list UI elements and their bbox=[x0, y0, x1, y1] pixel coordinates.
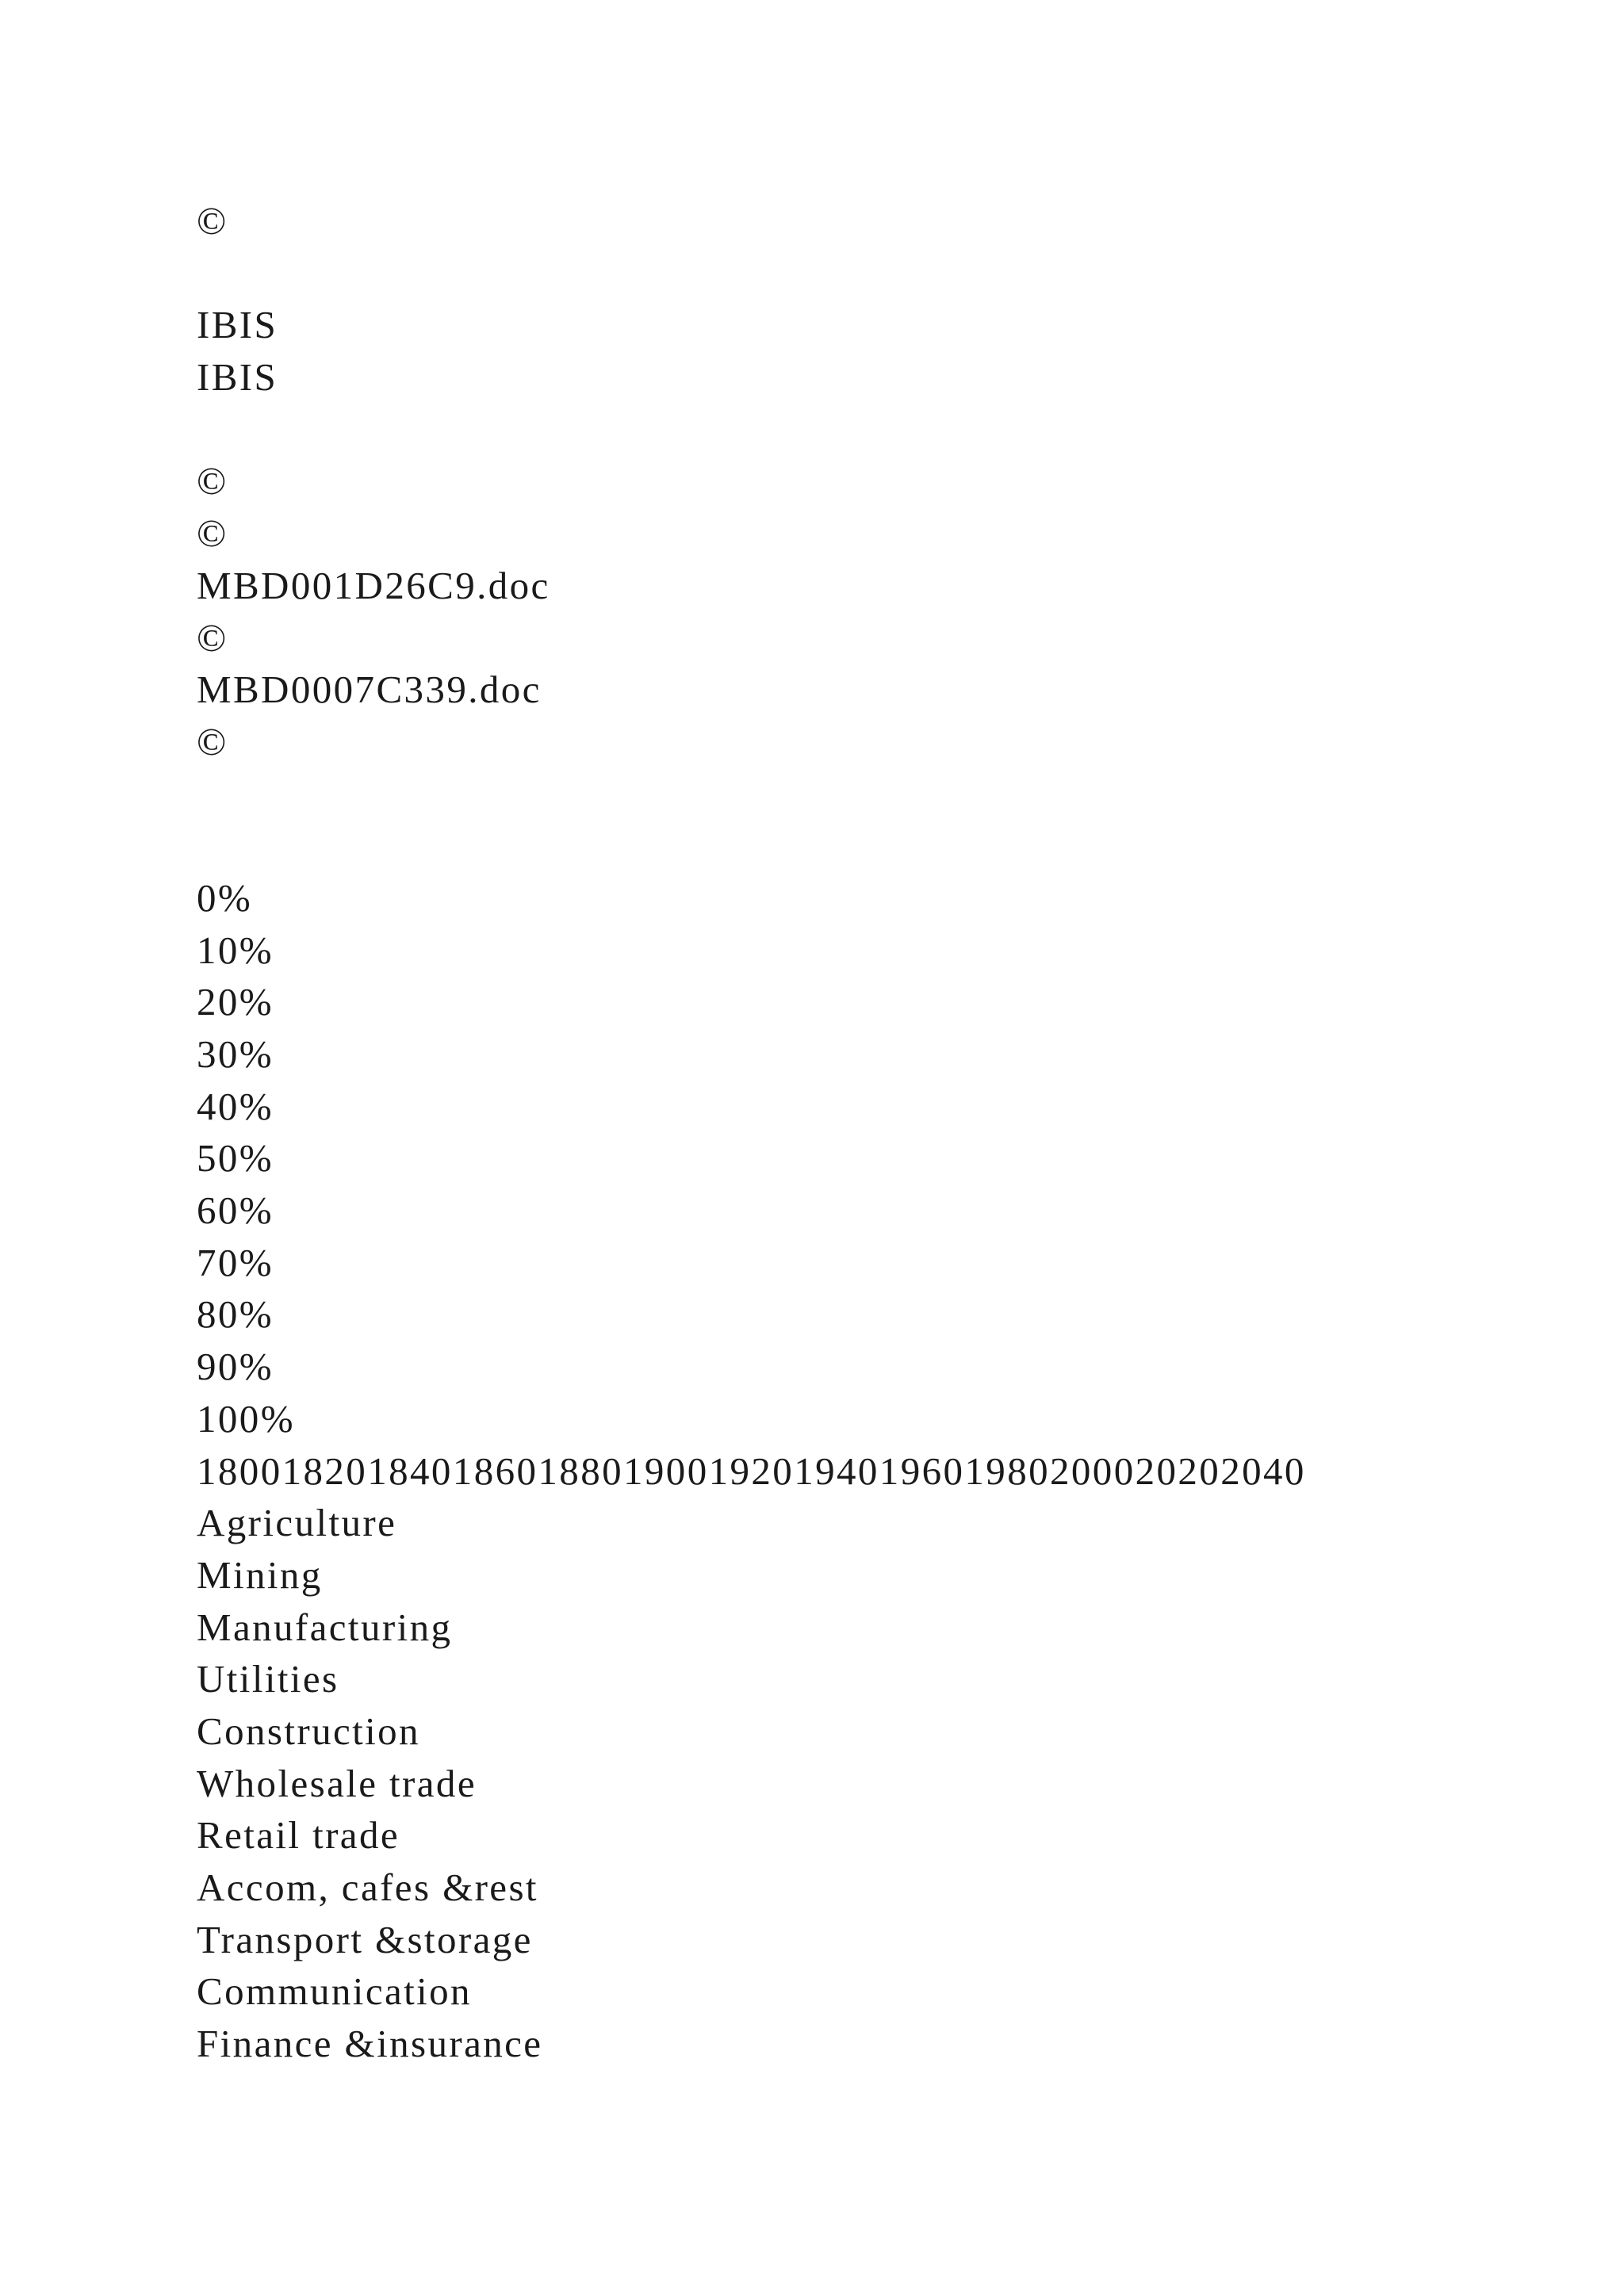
blank-line bbox=[197, 404, 1545, 456]
percent-label: 50% bbox=[197, 1136, 274, 1181]
industry-label: Wholesale trade bbox=[197, 1761, 477, 1805]
industry-label: Transport &storage bbox=[197, 1917, 533, 1961]
industry-label: Finance &insurance bbox=[197, 2022, 543, 2066]
copyright-symbol: © bbox=[197, 615, 228, 660]
industry-label: Construction bbox=[197, 1709, 420, 1753]
blank-line bbox=[197, 820, 1545, 872]
industry-label: Retail trade bbox=[197, 1813, 400, 1858]
copyright-symbol: © bbox=[197, 511, 228, 556]
industry-label: Utilities bbox=[197, 1657, 339, 1701]
percent-label: 60% bbox=[197, 1188, 274, 1233]
percent-label: 40% bbox=[197, 1084, 274, 1128]
percent-label: 30% bbox=[197, 1032, 274, 1076]
percent-label: 70% bbox=[197, 1240, 274, 1284]
industry-label: Communication bbox=[197, 1969, 472, 2014]
percent-label: 10% bbox=[197, 928, 274, 972]
embedded-filename: MBD001D26C9.doc bbox=[197, 563, 550, 607]
percent-label: 20% bbox=[197, 980, 274, 1024]
copyright-symbol: © bbox=[197, 459, 228, 503]
copyright-symbol: © bbox=[197, 719, 228, 763]
year-sequence: 1800182018401860188019001920194019601980200020202040 bbox=[197, 1448, 1306, 1493]
industry-label: Manufacturing bbox=[197, 1605, 453, 1649]
industry-label: Mining bbox=[197, 1552, 323, 1597]
percent-label: 100% bbox=[197, 1396, 295, 1441]
percent-label: 80% bbox=[197, 1292, 274, 1337]
document-text bbox=[197, 195, 1545, 2070]
percent-label: 90% bbox=[197, 1345, 274, 1389]
industry-label: Agriculture bbox=[197, 1501, 397, 1545]
blank-line bbox=[197, 247, 1545, 300]
blank-line bbox=[197, 768, 1545, 821]
embedded-filename: MBD0007C339.doc bbox=[197, 668, 542, 712]
percent-label: 0% bbox=[197, 875, 253, 920]
ibis-label: IBIS bbox=[197, 355, 278, 400]
copyright-symbol: © bbox=[197, 199, 228, 243]
industry-label: Accom, cafes &rest bbox=[197, 1866, 538, 1909]
ibis-label: IBIS bbox=[197, 303, 278, 347]
